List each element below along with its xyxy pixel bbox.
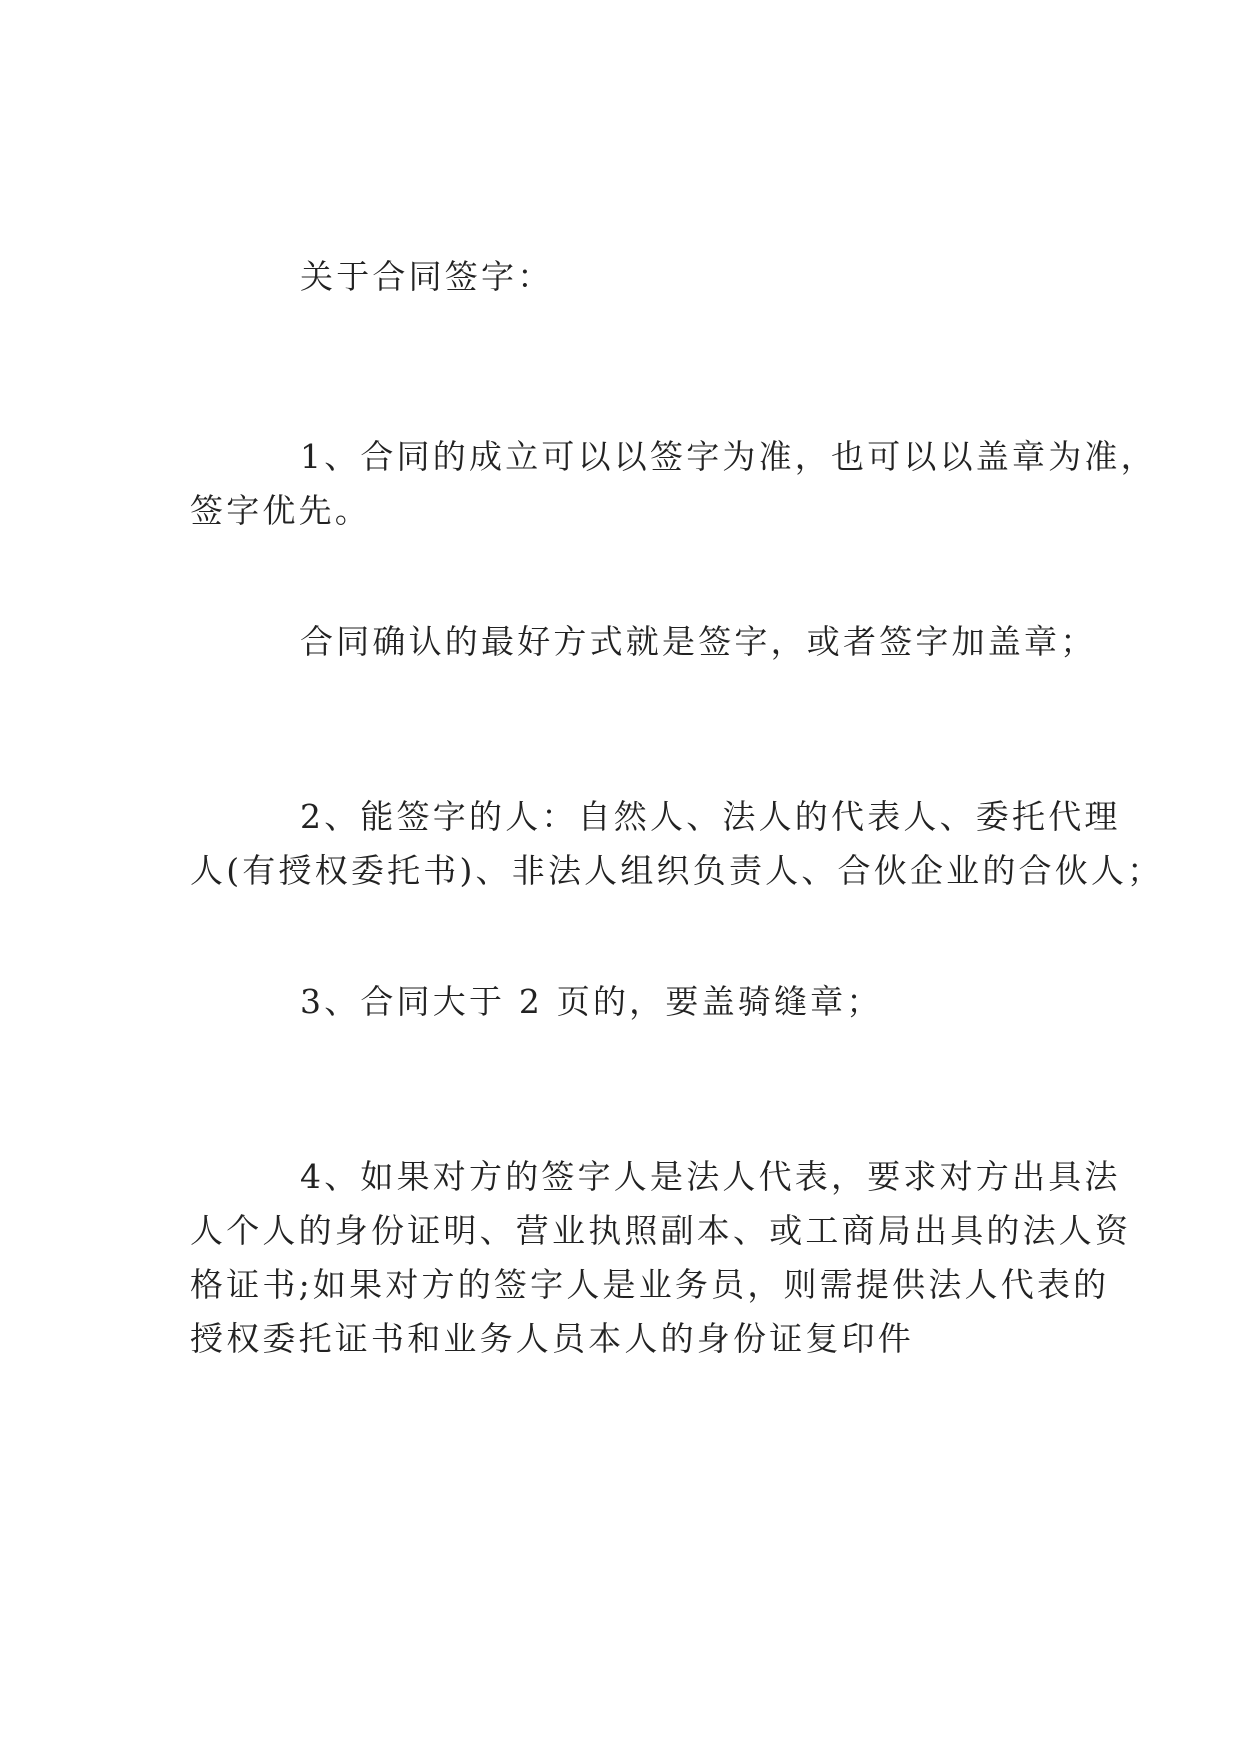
paragraph-5-line-1: 4、如果对方的签字人是法人代表，要求对方出具法 (300, 1157, 1121, 1196)
paragraph-4-line-1: 3、合同大于 2 页的，要盖骑缝章； (300, 982, 883, 1021)
paragraph-1-line-2: 签字优先。 (190, 491, 371, 530)
paragraph-2 (190, 615, 1097, 669)
heading (190, 250, 1070, 304)
paragraph-5-line-3: 格证书;如果对方的签字人是业务员，则需提供法人代表的 (190, 1265, 1110, 1304)
paragraph-3-line-2: 人(有授权委托书)、非法人组织负责人、合伙企业的合伙人； (190, 851, 1164, 890)
paragraph-1-line-1: 1、合同的成立可以以签字为准，也可以以盖章为准， (300, 437, 1157, 476)
paragraph-1 (190, 430, 1157, 538)
paragraph-3-line-1: 2、能签字的人：自然人、法人的代表人、委托代理 (300, 797, 1121, 836)
paragraph-3 (190, 790, 1164, 898)
paragraph-5-line-4: 授权委托证书和业务人员本人的身份证复印件 (190, 1319, 914, 1358)
paragraph-4 (190, 975, 1070, 1029)
paragraph-2-line-1: 合同确认的最好方式就是签字，或者签字加盖章； (300, 622, 1097, 661)
paragraph-5-line-2: 人个人的身份证明、营业执照副本、或工商局出具的法人资 (190, 1211, 1132, 1250)
paragraph-5 (190, 1150, 1132, 1366)
heading-text: 关于合同签字： (300, 257, 554, 296)
